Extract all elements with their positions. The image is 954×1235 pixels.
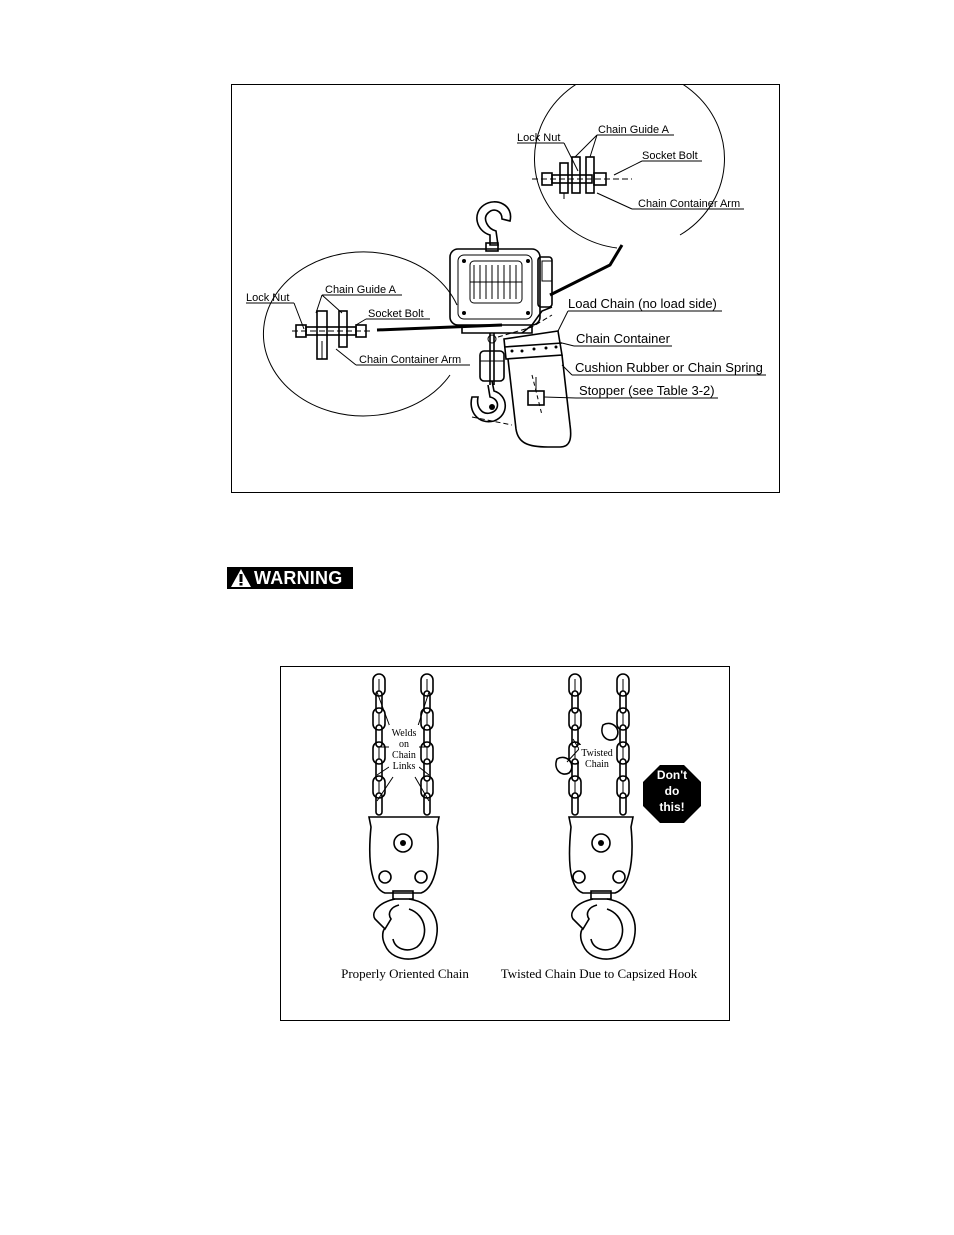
chain-link — [572, 725, 578, 747]
chain-link — [424, 691, 430, 713]
chain-link — [376, 793, 382, 815]
warning-label: WARNING — [254, 567, 343, 588]
hook-block-right — [569, 817, 635, 959]
detail-connector-top — [550, 245, 622, 295]
label-cushion-rubber: Cushion Rubber or Chain Spring — [575, 360, 763, 375]
chain-link — [620, 793, 626, 815]
chain-link — [572, 759, 578, 781]
detail-circle-top — [534, 85, 724, 248]
chain-link — [376, 725, 382, 747]
hoist-body — [450, 202, 571, 447]
label-load-chain: Load Chain (no load side) — [568, 296, 717, 311]
welds-label-line1: Welds — [391, 728, 417, 739]
stop-sign-line1: Don't — [656, 768, 688, 782]
welds-label-line2: on — [399, 739, 409, 750]
chain-orientation-drawing — [281, 667, 731, 1022]
stop-sign-icon — [643, 765, 701, 823]
chain-link — [424, 759, 430, 781]
twisted-label-line2: Chain — [585, 759, 609, 770]
welds-label-line4: Links — [392, 761, 416, 772]
label-stopper: Stopper (see Table 3-2) — [579, 383, 715, 398]
chain-link — [620, 691, 626, 713]
label-socket-bolt-top: Socket Bolt — [642, 150, 698, 162]
label-lock-nut-top: Lock Nut — [517, 132, 561, 144]
stop-sign-line2: do — [664, 784, 680, 798]
top-detail-parts — [532, 157, 632, 199]
label-socket-bolt-left: Socket Bolt — [368, 308, 424, 320]
twisted-link — [602, 723, 618, 740]
detail-circle-left — [263, 252, 457, 416]
label-chain-container: Chain Container — [576, 331, 670, 346]
caption-properly-oriented: Properly Oriented Chain — [341, 966, 469, 981]
left-detail-parts — [292, 311, 372, 359]
hook-block-left — [369, 817, 439, 959]
chain-link — [424, 725, 430, 747]
chain-link — [376, 759, 382, 781]
label-lock-nut-left: Lock Nut — [246, 292, 290, 304]
chain-link — [572, 793, 578, 815]
stop-sign-line3: this! — [659, 800, 685, 814]
chain-link — [620, 725, 626, 747]
label-chain-container-arm-left: Chain Container Arm — [359, 354, 462, 366]
label-chain-guide-a-top: Chain Guide A — [598, 124, 669, 136]
warning-banner — [227, 567, 353, 589]
hoist-drawing — [232, 85, 781, 494]
chain-link — [572, 691, 578, 713]
chain-link — [424, 793, 430, 815]
chain-link — [620, 759, 626, 781]
chain-orientation-figure — [280, 666, 730, 1021]
label-chain-guide-a-left: Chain Guide A — [325, 284, 396, 296]
caption-twisted-chain: Twisted Chain Due to Capsized Hook — [500, 966, 698, 981]
label-chain-container-arm-top: Chain Container Arm — [638, 198, 741, 210]
hoist-chain-container-figure — [231, 84, 780, 493]
twisted-label-line1: Twisted — [581, 748, 613, 759]
welds-label-line3: Chain — [392, 750, 416, 761]
warning-triangle-icon — [230, 568, 252, 588]
